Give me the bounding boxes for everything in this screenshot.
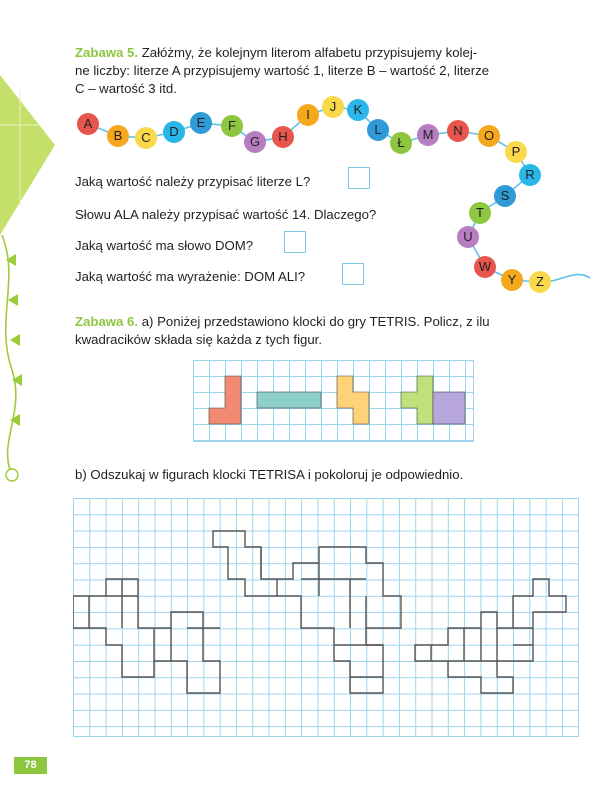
- task6-title: Zabawa 6.: [75, 314, 139, 329]
- bead-r: R: [519, 164, 541, 186]
- question-dom: Jaką wartość ma słowo DOM?: [75, 238, 254, 253]
- task5-title: Zabawa 5.: [75, 45, 139, 60]
- tetris-piece-i: [257, 392, 321, 408]
- answer-box-l[interactable]: [348, 167, 370, 189]
- answer-box-dom[interactable]: [284, 231, 306, 253]
- task5-line3: C – wartość 3 itd.: [75, 81, 177, 96]
- bead-m: M: [417, 124, 439, 146]
- bead-b: B: [107, 125, 129, 147]
- bead-k: K: [347, 99, 369, 121]
- question-l: Jaką wartość należy przypisać literze L?: [75, 174, 311, 189]
- bead-z: Z: [529, 271, 551, 293]
- bead-i: I: [297, 104, 319, 126]
- answer-box-dom-ali[interactable]: [342, 263, 364, 285]
- bead-p: P: [505, 141, 527, 163]
- bead-j: J: [322, 96, 344, 118]
- bead-c: C: [135, 127, 157, 149]
- task6-paragraph: [75, 313, 565, 349]
- tetris-piece-o: [433, 392, 465, 424]
- bead-d: D: [163, 121, 185, 143]
- bead-ł: Ł: [390, 132, 412, 154]
- task6-line1: a) Poniżej przedstawiono klocki do gry TETRIS. Policz, z ilu: [141, 314, 490, 329]
- tetris-piece-s: [337, 376, 369, 424]
- tetris-piece-t: [401, 376, 433, 424]
- bead-g: G: [244, 131, 266, 153]
- figure-3-outline: [415, 579, 566, 693]
- task5-line2: ne liczby: literze A przypisujemy wartość 1, literze B – wartość 2, literze: [75, 63, 490, 78]
- bead-y: Y: [501, 269, 523, 291]
- page-number: 78: [14, 757, 47, 774]
- task6-line2: kwadracików składa się każda z tych figur.: [75, 332, 323, 347]
- figure-1-outline: [73, 579, 220, 693]
- tetris-piece-l: [209, 376, 241, 424]
- bead-s: S: [494, 185, 516, 207]
- bead-f: F: [221, 115, 243, 137]
- task6-part-b: b) Odszukaj w figurach klocki TETRISA i pokoloruj je odpowiednio.: [75, 467, 464, 482]
- tetris-pieces: [193, 360, 474, 442]
- bead-e: E: [190, 112, 212, 134]
- tetris-figures: [73, 498, 579, 738]
- question-dom-ali: Jaką wartość ma wyrażenie: DOM ALI?: [75, 269, 306, 284]
- figure-2-outline: [213, 531, 401, 693]
- question-ala: Słowu ALA należy przypisać wartość 14. Dlaczego?: [75, 207, 377, 222]
- bead-h: H: [272, 126, 294, 148]
- bead-l: L: [367, 119, 389, 141]
- bead-t: T: [469, 202, 491, 224]
- bead-a: A: [77, 113, 99, 135]
- bead-o: O: [478, 125, 500, 147]
- bead-w: W: [474, 256, 496, 278]
- bead-n: N: [447, 120, 469, 142]
- bead-u: U: [457, 226, 479, 248]
- task5-line1: Załóżmy, że kolejnym literom alfabetu przypisujemy kolej-: [141, 45, 478, 60]
